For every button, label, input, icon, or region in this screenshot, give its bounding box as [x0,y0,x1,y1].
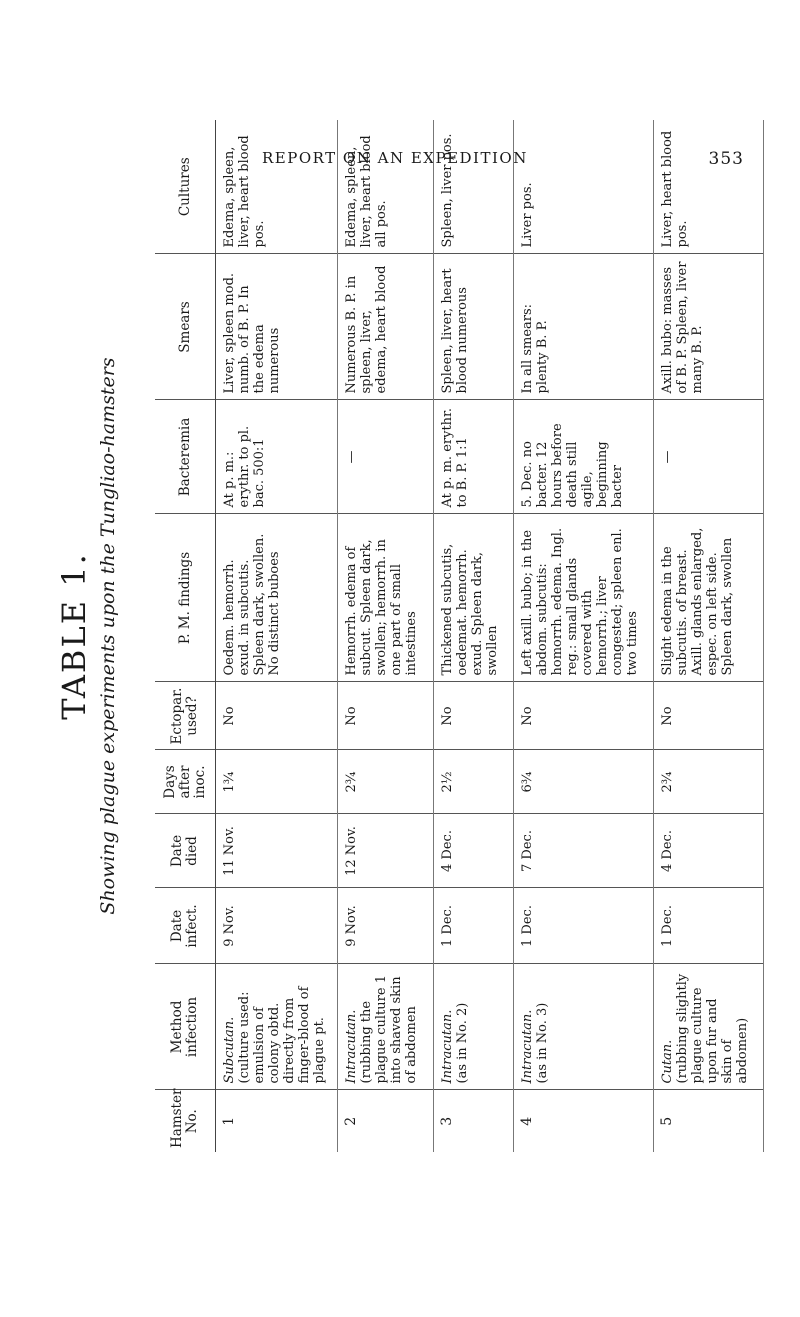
cell-date-died: 4 Dec. [654,814,764,888]
cell-pm-findings: Slight edema in the subcutis. of breast. Axill. glands enlarged, espec. on left side. Spleen dark, swollen [654,514,764,682]
cell-method [654,964,764,1090]
cell-date-died: 11 Nov. [216,814,338,888]
table-row [654,120,764,1152]
cell-date-infect: 9 Nov. [216,888,338,964]
cell-pm-findings: Oedem. hemorrh. exud. in subcutis. Spleen dark, swollen. No distinct buboes [216,514,338,682]
cell-ectopar: No [434,682,514,750]
cell-method [514,964,654,1090]
cell-bacteremia: At p. m.: erythr. to pl. bac. 500:1 [216,400,338,514]
cell-days-after: 6¾ [514,750,654,814]
table-row [216,120,338,1152]
table-row [514,120,654,1152]
method-detail: (rubbing the plague culture 1 into shaved skin of abdomen [359,975,419,1084]
cell-smears: In all smears: plenty B. P. [514,254,654,400]
cell-hamster-no: 5 [654,1090,764,1152]
cell-bacteremia: — [338,400,434,514]
cell-smears: Axill. bubo: masses of B. P. Spleen, liver many B. P. [654,254,764,400]
cell-date-infect: 1 Dec. [434,888,514,964]
cell-days-after: 2¾ [338,750,434,814]
cell-cultures: Liver, heart blood pos. [654,120,764,254]
method-title: Subcutan. [222,1016,237,1084]
cell-hamster-no: 2 [338,1090,434,1152]
cell-smears: Numerous B. P. in spleen, liver, edema, heart blood [338,254,434,400]
cell-date-died: 7 Dec. [514,814,654,888]
cell-cultures: Spleen, liver pos. [434,120,514,254]
cell-cultures: Edema, spleen, liver, heart blood pos. [216,120,338,254]
cell-days-after: 2½ [434,750,514,814]
cell-smears: Spleen, liver, heart blood numerous [434,254,514,400]
cell-date-infect: 1 Dec. [654,888,764,964]
cell-bacteremia: At p. m. erythr. to B. P. 1:1 [434,400,514,514]
cell-date-died: 12 Nov. [338,814,434,888]
header-hamster-no: Hamster No. [155,1090,216,1152]
method-title: Cutan. [660,1039,675,1084]
plague-experiments-table [155,120,764,1152]
cell-hamster-no: 1 [216,1090,338,1152]
cell-ectopar: No [338,682,434,750]
table-subtitle: Showing plague experiments upon the Tungliao-hamsters [97,357,119,915]
header-bacteremia: Bacteremia [155,400,216,514]
header-days-after: Days after inoc. [155,750,216,814]
header-pm-findings: P. M. findings [155,514,216,682]
page-number: 353 [708,149,744,169]
table-row [434,120,514,1152]
header-method: Method infection [155,964,216,1090]
method-title: Intracutan. [344,1009,359,1084]
running-head: REPORT ON AN EXPEDITION [262,149,528,167]
header-date-died: Date died [155,814,216,888]
cell-pm-findings: Left axill. bubo; in the abdom. subcutis: homorrh. edema. Ingl. reg.: small glands covered with hemorrh.; liver congested; spleen enl. two times [514,514,654,682]
cell-date-infect: 9 Nov. [338,888,434,964]
table-row [338,120,434,1152]
method-detail: (as in No. 2) [455,1002,470,1084]
header-date-infect: Date infect. [155,888,216,964]
cell-cultures: Edema, spleen, liver, heart blood all pos. [338,120,434,254]
cell-days-after: 1¾ [216,750,338,814]
cell-cultures: Liver pos. [514,120,654,254]
header-smears: Smears [155,254,216,400]
header-cultures: Cultures [155,120,216,254]
cell-pm-findings: Thickened subcutis, oedemat. hemorrh. exud. Spleen dark, swollen [434,514,514,682]
cell-ectopar: No [216,682,338,750]
method-detail: (as in No. 3) [535,1002,550,1084]
table-header-row [155,120,216,1152]
cell-days-after: 2¾ [654,750,764,814]
cell-bacteremia: 5. Dec. no bacter. 12 hours before death still agile, beginning bacter [514,400,654,514]
cell-ectopar: No [514,682,654,750]
cell-ectopar: No [654,682,764,750]
header-ectopar: Ectopar. used? [155,682,216,750]
cell-method [434,964,514,1090]
cell-method [338,964,434,1090]
method-detail: (culture used: emulsion of colony obtd. directly from finger-blood of plague pt. [237,986,327,1084]
cell-method [216,964,338,1090]
table-title: TABLE 1. [55,552,93,720]
cell-pm-findings: Hemorrh. edema of subcut. Spleen dark, swollen; hemorrh. in one part of small intestines [338,514,434,682]
cell-smears: Liver, spleen mod. numb. of B. P. In the edema numerous [216,254,338,400]
cell-hamster-no: 4 [514,1090,654,1152]
method-detail: (rubbing slightly plague culture upon fur and skin of abdomen) [675,973,750,1084]
method-title: Intracutan. [440,1009,455,1084]
cell-hamster-no: 3 [434,1090,514,1152]
cell-date-infect: 1 Dec. [514,888,654,964]
cell-bacteremia: — [654,400,764,514]
cell-date-died: 4 Dec. [434,814,514,888]
method-title: Intracutan. [520,1009,535,1084]
